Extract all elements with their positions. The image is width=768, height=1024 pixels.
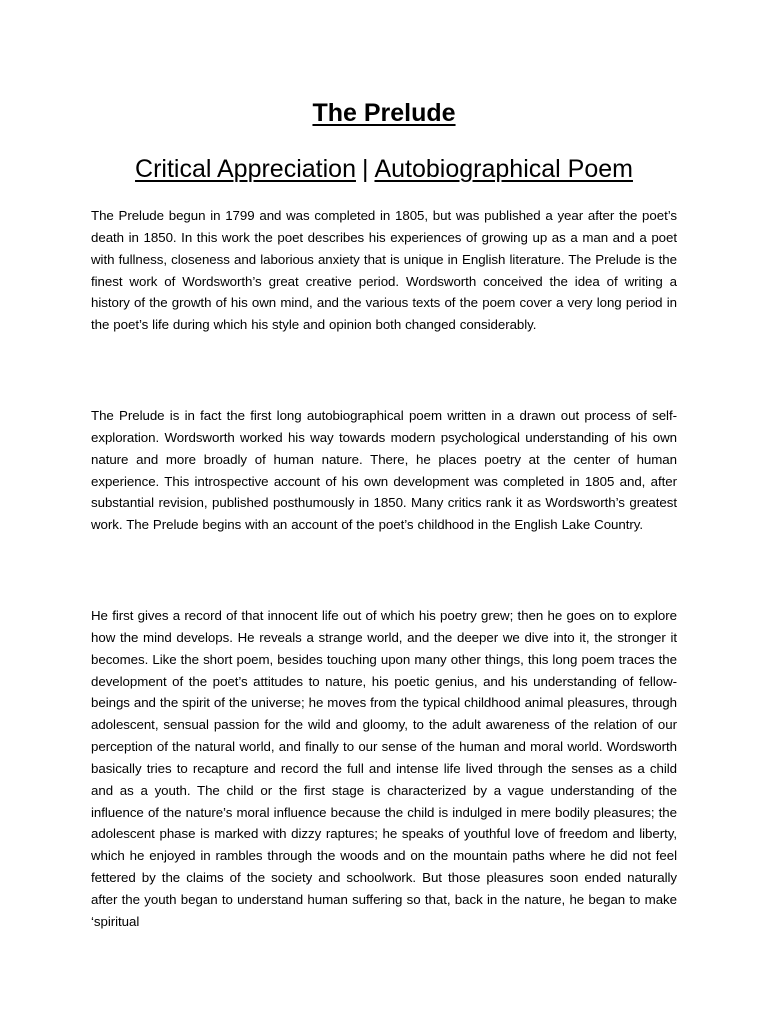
subtitle-critical-appreciation: Critical Appreciation <box>135 155 356 183</box>
body-paragraph-1: The Prelude begun in 1799 and was completed in 1805, but was published a year after the poet’s death in 1850. In this work the poet describes his experiences of growing up as a man and a poet with fullness, closeness and laborious anxiety that is unique in English literature. The Prelude is the finest work of Wordsworth’s great creative period. Wordsworth conceived the idea of writing a history of the growth of his own mind, and the various texts of the poem cover a very long period in the poet’s life during which his style and opinion both changed considerably. <box>91 208 677 333</box>
document-subtitle <box>0 152 768 186</box>
subtitle-autobiographical-poem: Autobiographical Poem <box>374 155 633 183</box>
document-title-text: The Prelude <box>312 99 456 127</box>
subtitle-separator: | <box>361 155 369 183</box>
body-paragraph-3: He first gives a record of that innocent life out of which his poetry grew; then he goes on to explore how the mind develops. He reveals a strange world, and the deeper we dive into it, the stronger it becomes. Like the short poem, besides touching upon many other things, this long poem traces the development of the poet’s attitudes to nature, his poetic genius, and his understanding of fellow-beings and the spirit of the universe; he moves from the typical childhood animal pleasures, through adolescent, sensual passion for the wild and gloomy, to the adult awareness of the relation of our perception of the natural world, and finally to our sense of the human and moral world. Wordsworth basically tries to recapture and record the full and intense life lived through the senses as a child and as a youth. The child or the first stage is characterized by a vague understanding of the influence of the nature’s moral influence because the child is indulged in mere bodily pleasures; the adolescent phase is marked with dizzy raptures; he speaks of youthful love of freedom and liberty, which he enjoyed in rambles through the woods and on the mountain paths where he did not feel fettered by the claims of the society and schoolwork. But those pleasures soon ended naturally after the youth began to understand human suffering so that, back in the nature, he began to make ‘spiritual <box>91 608 677 929</box>
body-paragraph-2: The Prelude is in fact the first long autobiographical poem written in a drawn out process of self- exploration. Wordsworth worked his way towards modern psychological understanding of his own nature and more broadly of human nature. There, he places poetry at the center of human experience. This introspective account of his own development was completed in 1805 and, after substantial revision, published posthumously in 1850. Many critics rank it as Wordsworth’s greatest work. The Prelude begins with an account of the poet’s childhood in the English Lake Country. <box>91 408 677 533</box>
document-title <box>0 96 768 130</box>
